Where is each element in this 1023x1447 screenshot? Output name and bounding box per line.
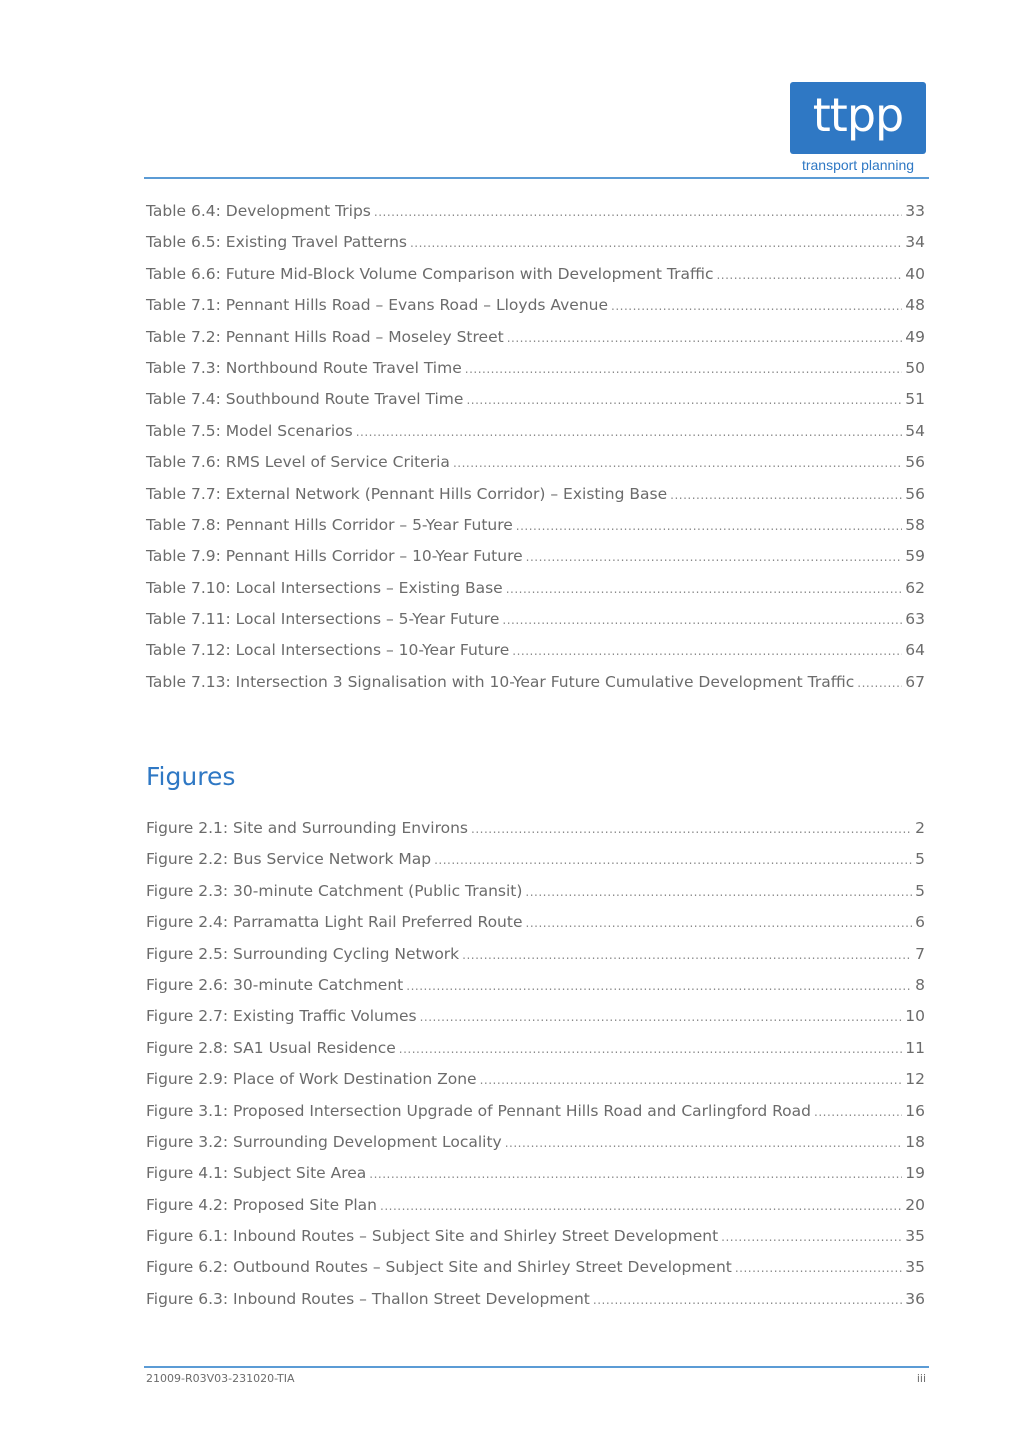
dot-leader <box>356 417 903 448</box>
toc-entry-label: Figure 2.4: Parramatta Light Rail Preferred Route <box>146 913 523 932</box>
dot-leader <box>593 1285 902 1316</box>
dot-leader <box>465 354 903 385</box>
dot-leader <box>420 1002 903 1033</box>
dot-leader <box>466 385 902 416</box>
toc-entry-page: 12 <box>905 1070 925 1089</box>
header-rule <box>144 177 929 179</box>
toc-entry[interactable] <box>146 876 925 907</box>
toc-entry-page: 50 <box>905 358 925 377</box>
toc-entry-label: Table 7.3: Northbound Route Travel Time <box>146 358 462 377</box>
toc-entry-label: Figure 2.5: Surrounding Cycling Network <box>146 944 460 963</box>
toc-entry[interactable] <box>146 1033 925 1064</box>
toc-entry-label: Table 7.5: Model Scenarios <box>146 421 353 440</box>
toc-entry[interactable] <box>146 907 925 938</box>
toc-entry-page: 40 <box>905 264 925 283</box>
toc-entry-page: 33 <box>905 202 925 220</box>
toc-entry[interactable] <box>146 384 925 415</box>
toc-entry[interactable] <box>146 290 925 321</box>
toc-entry-label: Figure 6.3: Inbound Routes – Thallon Street Development <box>146 1289 590 1308</box>
toc-entry[interactable] <box>146 479 925 510</box>
toc-entry-page: 6 <box>915 913 925 932</box>
toc-entry-page: 35 <box>905 1227 925 1246</box>
toc-entry[interactable] <box>146 541 925 572</box>
toc-entry-label: Table 6.5: Existing Travel Patterns <box>146 233 407 252</box>
dot-leader <box>507 323 903 354</box>
toc-entry-label: Table 7.7: External Network (Pennant Hills Corridor) – Existing Base <box>146 484 668 503</box>
toc-entry-label: Table 7.4: Southbound Route Travel Time <box>146 390 464 409</box>
toc-entry-label: Figure 6.2: Outbound Routes – Subject Site and Shirley Street Development <box>146 1258 732 1277</box>
toc-entry-label: Figure 2.6: 30-minute Catchment <box>146 975 404 994</box>
toc-entry[interactable] <box>146 1284 925 1315</box>
toc-entry-page: 56 <box>905 453 925 472</box>
toc-entry-label: Figure 2.1: Site and Surrounding Environs <box>146 819 468 837</box>
toc-entry-label: Table 7.9: Pennant Hills Corridor – 10-Year Future <box>146 547 523 566</box>
toc-entry[interactable] <box>146 259 925 290</box>
toc-entry-label: Table 7.1: Pennant Hills Road – Evans Road – Lloyds Avenue <box>146 296 609 315</box>
toc-entry[interactable] <box>146 447 925 478</box>
toc-entry-page: 54 <box>905 421 925 440</box>
toc-entry-page: 5 <box>915 881 925 900</box>
toc-entry-page: 67 <box>905 672 925 691</box>
toc-entry-page: 58 <box>905 515 925 534</box>
toc-entry[interactable] <box>146 1001 925 1032</box>
list-of-figures <box>146 813 925 1315</box>
toc-entry-page: 18 <box>905 1132 925 1151</box>
dot-leader <box>525 877 912 908</box>
toc-entry-label: Table 7.6: RMS Level of Service Criteria <box>146 453 450 472</box>
toc-entry-page: 11 <box>905 1038 925 1057</box>
dot-leader <box>506 574 903 605</box>
toc-entry[interactable] <box>146 1190 925 1221</box>
dot-leader <box>434 845 912 876</box>
footer-rule <box>144 1366 929 1368</box>
dot-leader <box>453 448 902 479</box>
toc-entry[interactable] <box>146 196 925 227</box>
toc-entry-label: Table 7.10: Local Intersections – Existing Base <box>146 578 503 597</box>
toc-entry-page: 5 <box>915 850 925 869</box>
dot-leader <box>471 814 912 845</box>
dot-leader <box>505 1128 903 1159</box>
list-of-tables <box>146 196 925 698</box>
toc-entry[interactable] <box>146 667 925 698</box>
dot-leader <box>406 971 912 1002</box>
toc-entry-page: 16 <box>905 1101 925 1120</box>
toc-entry-label: Figure 4.1: Subject Site Area <box>146 1164 367 1183</box>
toc-entry-label: Figure 2.3: 30-minute Catchment (Public Transit) <box>146 881 523 900</box>
toc-entry-label: Table 7.13: Intersection 3 Signalisation with 10-Year Future Cumulative Development Traffic <box>146 672 855 691</box>
toc-entry-page: 51 <box>905 390 925 409</box>
toc-entry[interactable] <box>146 416 925 447</box>
logo-tagline: transport planning <box>801 157 915 173</box>
dot-leader <box>369 1159 902 1190</box>
toc-entry[interactable] <box>146 573 925 604</box>
toc-entry-page: 20 <box>905 1195 925 1214</box>
dot-leader <box>526 908 913 939</box>
toc-entry-page: 63 <box>905 610 925 629</box>
toc-entry-label: Figure 2.9: Place of Work Destination Zone <box>146 1070 477 1089</box>
toc-entry[interactable] <box>146 1158 925 1189</box>
toc-entry[interactable] <box>146 604 925 635</box>
toc-entry-label: Figure 6.1: Inbound Routes – Subject Site and Shirley Street Development <box>146 1227 719 1246</box>
toc-entry-page: 2 <box>915 819 925 837</box>
toc-entry[interactable] <box>146 970 925 1001</box>
toc-entry[interactable] <box>146 1096 925 1127</box>
toc-entry-label: Table 6.6: Future Mid-Block Volume Comparison with Development Traffic <box>146 264 714 283</box>
dot-leader <box>721 1222 902 1253</box>
toc-entry-label: Figure 3.1: Proposed Intersection Upgrade of Pennant Hills Road and Carlingford Road <box>146 1101 811 1120</box>
toc-entry[interactable] <box>146 635 925 666</box>
toc-entry-page: 34 <box>905 233 925 252</box>
toc-entry[interactable] <box>146 844 925 875</box>
dot-leader <box>374 197 902 228</box>
toc-entry-label: Figure 3.2: Surrounding Development Locality <box>146 1132 502 1151</box>
toc-entry[interactable] <box>146 1127 925 1158</box>
dot-leader <box>502 605 902 636</box>
dot-leader <box>526 542 903 573</box>
toc-entry-label: Table 7.8: Pennant Hills Corridor – 5-Year Future <box>146 515 513 534</box>
toc-entry-page: 59 <box>905 547 925 566</box>
toc-entry[interactable] <box>146 1064 925 1095</box>
toc-entry-label: Table 7.2: Pennant Hills Road – Moseley Street <box>146 327 504 346</box>
toc-entry-label: Figure 4.2: Proposed Site Plan <box>146 1195 378 1214</box>
toc-entry-label: Figure 2.7: Existing Traffic Volumes <box>146 1007 417 1026</box>
dot-leader <box>735 1253 902 1284</box>
dot-leader <box>670 480 902 511</box>
toc-entry-page: 7 <box>915 944 925 963</box>
toc-entry-page: 36 <box>905 1289 925 1308</box>
toc-entry[interactable] <box>146 353 925 384</box>
toc-entry-page: 56 <box>905 484 925 503</box>
toc-entry[interactable] <box>146 510 925 541</box>
toc-entry-label: Figure 2.8: SA1 Usual Residence <box>146 1038 396 1057</box>
dot-leader <box>611 291 902 322</box>
toc-entry-page: 62 <box>905 578 925 597</box>
toc-entry-label: Table 7.12: Local Intersections – 10-Year Future <box>146 641 510 660</box>
figures-heading: Figures <box>146 762 236 791</box>
document-reference: 21009-R03V03-231020-TIA <box>146 1372 295 1385</box>
toc-entry[interactable] <box>146 227 925 258</box>
toc-entry-page: 35 <box>905 1258 925 1277</box>
toc-entry[interactable] <box>146 322 925 353</box>
toc-entry-label: Figure 2.2: Bus Service Network Map <box>146 850 432 869</box>
toc-entry-label: Table 6.4: Development Trips <box>146 202 371 220</box>
company-logo <box>790 82 926 154</box>
logo-text: ttpp <box>812 88 904 142</box>
toc-entry-page: 10 <box>905 1007 925 1026</box>
toc-entry-page: 19 <box>905 1164 925 1183</box>
toc-entry[interactable] <box>146 1221 925 1252</box>
dot-leader <box>512 636 902 667</box>
page-number: iii <box>916 1372 926 1385</box>
dot-leader <box>516 511 902 542</box>
dot-leader <box>716 260 902 291</box>
dot-leader <box>462 940 912 971</box>
toc-entry-page: 48 <box>905 296 925 315</box>
dot-leader <box>480 1065 903 1096</box>
toc-entry-page: 64 <box>905 641 925 660</box>
toc-entry-page: 49 <box>905 327 925 346</box>
toc-entry-label: Table 7.11: Local Intersections – 5-Year Future <box>146 610 500 629</box>
toc-entry-page: 8 <box>915 975 925 994</box>
toc-entry[interactable] <box>146 813 925 844</box>
dot-leader <box>380 1191 902 1222</box>
dot-leader <box>814 1097 902 1128</box>
dot-leader <box>857 668 902 699</box>
dot-leader <box>410 228 902 259</box>
toc-entry[interactable] <box>146 939 925 970</box>
toc-entry[interactable] <box>146 1252 925 1283</box>
dot-leader <box>399 1034 902 1065</box>
